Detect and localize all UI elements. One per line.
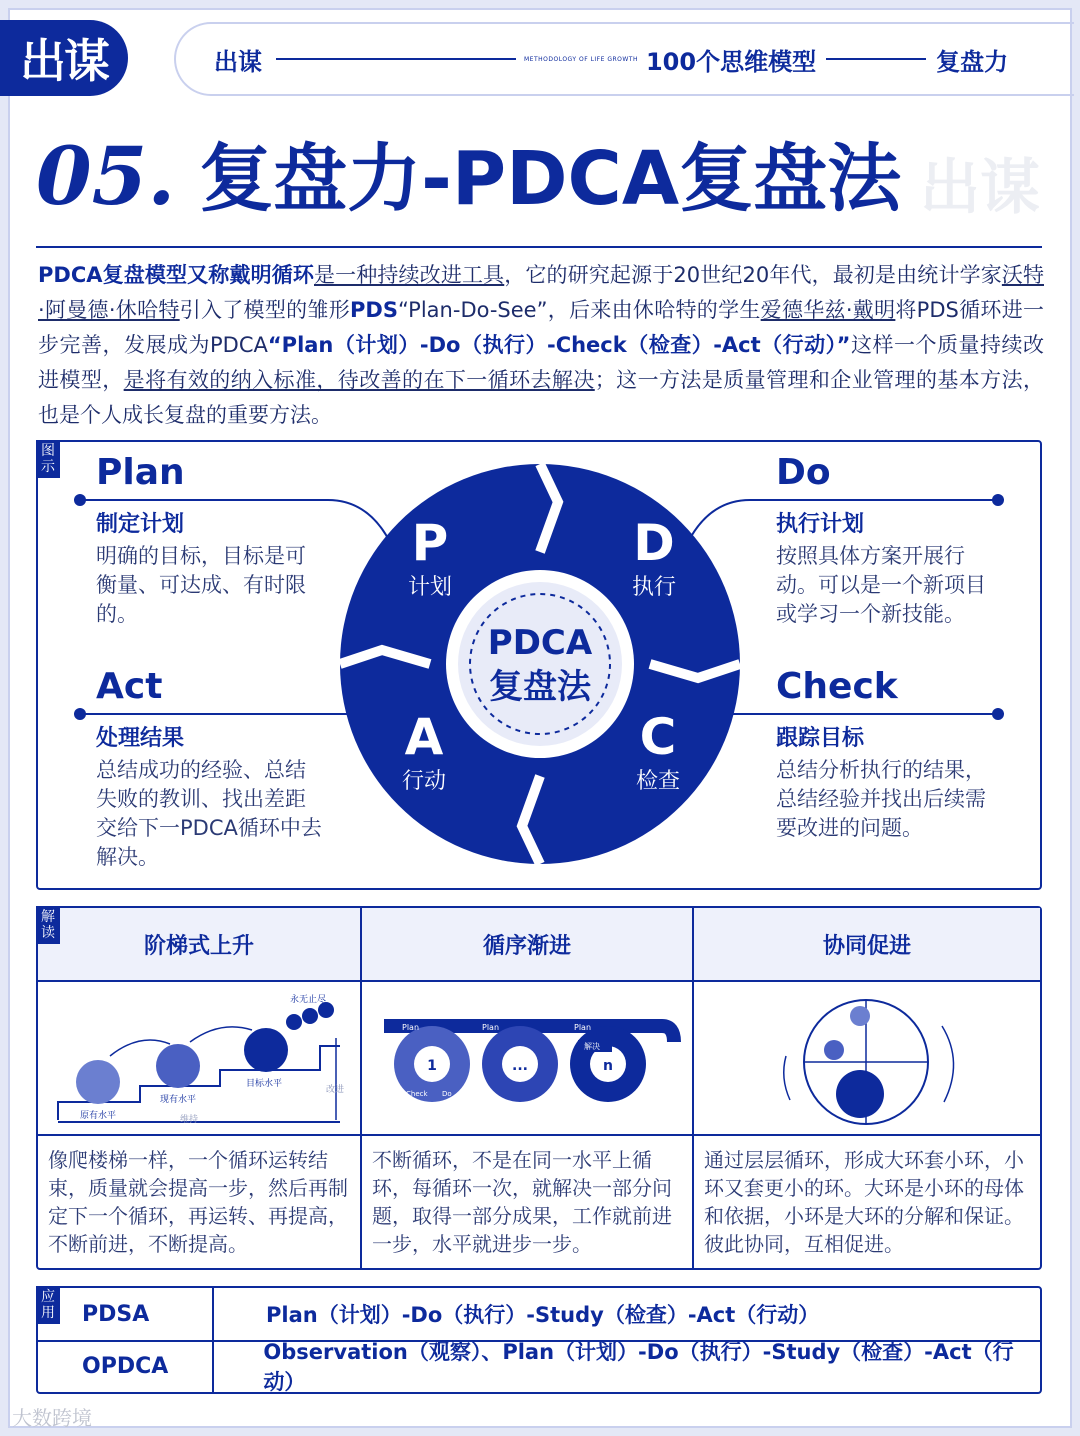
segment-c-label: 检查 [635,769,681,794]
segment-a-letter: A [404,708,444,766]
apply-tag: 应用 [36,1286,60,1324]
do-desc: 按照具体方案开展行动。可以是一个新项目或学习一个新技能。 [776,544,986,626]
cycle-n1: 1 [427,1058,437,1074]
apply-value: Observation（观察）、Plan（计划）-Do（执行）-Study（检查）-Act（行动） [263,1340,1014,1394]
intro-paragraph: PDCA复盘模型又称戴明循环是一种持续改进工具，它的研究起源于20世纪20年代，最初是由统计学家沃特·阿曼德·休哈特引入了模型的雏形PDS“Plan-Do-See”，后来由休哈特的学生爱德华兹·戴明将PDS循环进一步完善，发展成为PDCA“Plan（计划）-Do（执行）-Check（检查）-Act（行动）”这样一个质量持续改进模型，是将有效的纳入标准，待改善的在下一循环去解决；这一方法是质量管理和企业管理的基本方法，也是个人成长复盘的重要方法。 [38,263,1045,427]
stair-l6: 改进 [326,1085,345,1095]
check-block [776,666,1026,843]
explain-col2-title: 循序渐进 [362,908,692,980]
explain-panel [36,906,1042,1270]
cycle-n2: ... [512,1058,528,1074]
explain-tag: 解读 [36,906,60,944]
diagram-tag: 图示 [36,440,60,478]
stair-l2: 现有水平 [160,1095,197,1105]
do-sub: 执行计划 [776,512,865,537]
ghost-logo: 出谋 [920,153,1040,223]
title-number: 05. [36,129,176,223]
act-sub: 处理结果 [96,726,185,751]
header-left-label: 出谋 [214,47,262,76]
stair-l4: 永无止尽 [290,995,327,1005]
staircase-illustration [40,982,360,1132]
plan-desc: 明确的目标，目标是可衡量、可达成、有时限的。 [96,544,306,626]
stair-l3: 目标水平 [246,1079,283,1089]
segment-p-letter: P [411,514,449,572]
center-bottom: 复盘法 [489,667,591,707]
plan-title: Plan [96,452,185,493]
diagram-panel [36,440,1042,890]
apply-row-pdsa [38,1288,1040,1340]
title-text: 复盘力-PDCA复盘法 [199,136,902,222]
explain-col3-title: 协同促进 [694,908,1040,980]
segment-d-label: 执行 [631,575,677,600]
explain-col1-title: 阶梯式上升 [38,908,360,980]
header-divider [276,58,516,60]
explain-col3-text: 通过层层循环，形成大环套小环，小环又套更小的环。大环是小环的母体和依据，小环是大环的分解和保证。彼此协同，互相促进。 [704,1148,1024,1256]
center-top: PDCA [487,623,593,663]
header-divider-2 [826,58,926,60]
stair-l1: 原有水平 [80,1111,117,1121]
check-desc: 总结分析执行的结果，总结经验并找出后续需要改进的问题。 [776,758,986,840]
cycle-solve: 解决 [584,1042,600,1051]
cycle-check-1: Check [406,1090,428,1098]
segment-c-letter: C [639,708,677,766]
cycles-illustration [362,982,690,1132]
stair-l5: 维持 [180,1115,199,1125]
watermark: 大数跨境 [12,1406,92,1430]
header-topic: 复盘力 [936,47,1009,76]
explain-col2-text: 不断循环，不是在同一水平上循环，每循环一次，就解决一部分问题，取得一部分成果，工作就前进一步，水平就进步一步。 [372,1148,672,1256]
cycle-plan-2: Plan [482,1023,500,1032]
check-sub: 跟踪目标 [776,726,865,751]
apply-panel [36,1286,1042,1394]
page-title [36,120,901,226]
title-rule [36,246,1042,248]
check-title: Check [776,666,898,707]
act-desc: 总结成功的经验、总结失败的教训、找出差距交给下一PDCA循环中去解决。 [96,758,322,869]
cycle-plan-1: Plan [402,1023,420,1032]
segment-p-label: 计划 [407,575,453,600]
apply-key: OPDCA [82,1353,169,1379]
cycle-plan-3: Plan [574,1023,592,1032]
segment-d-letter: D [633,514,675,572]
header-series: 100个思维模型 [645,47,817,76]
act-block [96,666,346,872]
cycle-do-1: Do [442,1090,452,1098]
segment-a-label: 行动 [401,769,447,794]
header-tagline: METHODOLOGY OF LIFE GROWTH [524,55,638,63]
header-bar [174,22,1074,96]
apply-value: Plan（计划）-Do（执行）-Study（检查）-Act（行动） [266,1303,820,1327]
brand-logo: 出谋 [0,20,128,96]
nested-cycles-illustration [694,982,1040,1132]
plan-block [96,452,346,629]
explain-col1-text: 像爬楼梯一样，一个循环运转结束，质量就会提高一步，然后再制定下一个循环，再运转、再提高，不断前进，不断提高。 [48,1148,348,1256]
do-block [776,452,1026,629]
apply-row-opdca [38,1340,1040,1392]
cycle-n3: n [603,1058,613,1074]
apply-key: PDSA [82,1301,150,1327]
explain-hline-2 [38,1134,1040,1136]
do-title: Do [776,452,831,493]
plan-sub: 制定计划 [96,512,185,537]
act-title: Act [96,666,163,707]
